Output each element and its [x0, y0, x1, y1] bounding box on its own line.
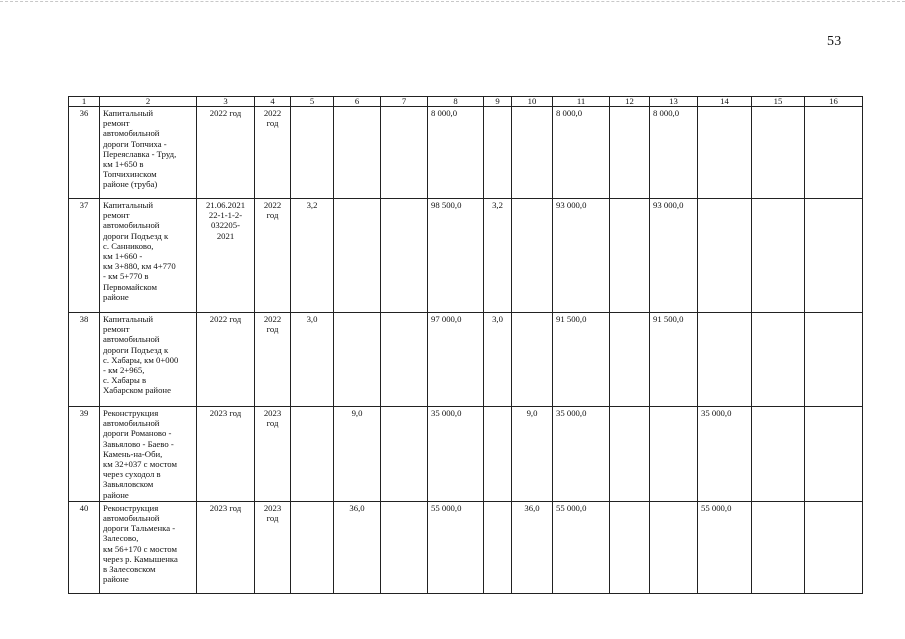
col-header: 9	[484, 97, 512, 107]
col-header: 5	[291, 97, 334, 107]
cell-7	[381, 407, 428, 502]
row-number: 36	[69, 107, 100, 199]
cell-5: 3,2	[291, 199, 334, 313]
cell-12	[610, 501, 650, 593]
document-cell: 2022 год	[197, 107, 255, 199]
cell-10	[512, 313, 553, 407]
cell-13: 8 000,0	[650, 107, 698, 199]
cell-13	[650, 407, 698, 502]
document-cell: 2022 год	[197, 313, 255, 407]
year-cell: 2022 год	[255, 313, 291, 407]
table-row	[69, 313, 863, 407]
object-name: Капитальный ремонт автомобильной дороги Подъезд к с. Санниково, км 1+660 - км 3+880, км 4+770 - км 5+770 в Первомайском районе	[100, 199, 197, 313]
cell-15	[752, 313, 805, 407]
col-header: 1	[69, 97, 100, 107]
col-header: 15	[752, 97, 805, 107]
cell-9	[484, 501, 512, 593]
cell-16	[805, 501, 863, 593]
object-name: Капитальный ремонт автомобильной дороги Топчиха - Переяславка - Труд, км 1+650 в Топчихинском районе (труба)	[100, 107, 197, 199]
cell-14	[698, 107, 752, 199]
row-number: 40	[69, 501, 100, 593]
year-cell: 2022 год	[255, 199, 291, 313]
col-header: 16	[805, 97, 863, 107]
col-header: 2	[100, 97, 197, 107]
cell-14	[698, 199, 752, 313]
cell-14: 35 000,0	[698, 407, 752, 502]
cell-11: 93 000,0	[553, 199, 610, 313]
cell-15	[752, 501, 805, 593]
cell-7	[381, 199, 428, 313]
column-number-row	[69, 97, 863, 107]
cell-8: 8 000,0	[428, 107, 484, 199]
col-header: 6	[334, 97, 381, 107]
cell-13	[650, 501, 698, 593]
table-row	[69, 107, 863, 199]
cell-11: 55 000,0	[553, 501, 610, 593]
document-cell: 21.06.2021 22-1-1-2- 032205- 2021	[197, 199, 255, 313]
row-number: 39	[69, 407, 100, 502]
cell-9	[484, 407, 512, 502]
cell-11: 35 000,0	[553, 407, 610, 502]
cell-5: 3,0	[291, 313, 334, 407]
cell-7	[381, 107, 428, 199]
cell-14: 55 000,0	[698, 501, 752, 593]
col-header: 12	[610, 97, 650, 107]
cell-5	[291, 107, 334, 199]
cell-8: 35 000,0	[428, 407, 484, 502]
cell-6: 36,0	[334, 501, 381, 593]
cell-9: 3,0	[484, 313, 512, 407]
cell-15	[752, 199, 805, 313]
cell-15	[752, 407, 805, 502]
cell-7	[381, 313, 428, 407]
cell-6: 9,0	[334, 407, 381, 502]
cell-12	[610, 199, 650, 313]
col-header: 13	[650, 97, 698, 107]
year-cell: 2022 год	[255, 107, 291, 199]
cell-11: 91 500,0	[553, 313, 610, 407]
object-name: Реконструкция автомобильной дороги Тальменка - Залесово, км 56+170 с мостом через р. Камышенка в Залесовском районе	[100, 501, 197, 593]
year-cell: 2023 год	[255, 501, 291, 593]
cell-13: 91 500,0	[650, 313, 698, 407]
cell-10	[512, 199, 553, 313]
cell-7	[381, 501, 428, 593]
cell-9	[484, 107, 512, 199]
year-cell: 2023 год	[255, 407, 291, 502]
cell-8: 55 000,0	[428, 501, 484, 593]
cell-16	[805, 107, 863, 199]
col-header: 3	[197, 97, 255, 107]
object-name: Реконструкция автомобильной дороги Романово - Завьялово - Баево - Камень-на-Оби, км 32+037 с мостом через суходол в Завьяловском районе	[100, 407, 197, 502]
document-cell: 2023 год	[197, 501, 255, 593]
cell-14	[698, 313, 752, 407]
road-works-table	[68, 96, 863, 594]
object-name: Капитальный ремонт автомобильной дороги Подъезд к с. Хабары, км 0+000 - км 2+965, с. Хабары в Хабарском районе	[100, 313, 197, 407]
cell-6	[334, 199, 381, 313]
cell-8: 97 000,0	[428, 313, 484, 407]
row-number: 37	[69, 199, 100, 313]
cell-12	[610, 407, 650, 502]
cell-13: 93 000,0	[650, 199, 698, 313]
cell-5	[291, 501, 334, 593]
cell-10	[512, 107, 553, 199]
cell-8: 98 500,0	[428, 199, 484, 313]
cell-11: 8 000,0	[553, 107, 610, 199]
col-header: 14	[698, 97, 752, 107]
cell-9: 3,2	[484, 199, 512, 313]
cell-12	[610, 313, 650, 407]
document-cell: 2023 год	[197, 407, 255, 502]
cell-10: 9,0	[512, 407, 553, 502]
cell-6	[334, 107, 381, 199]
scan-top-edge	[0, 1, 905, 2]
table-row	[69, 407, 863, 502]
cell-16	[805, 199, 863, 313]
table-row	[69, 199, 863, 313]
col-header: 11	[553, 97, 610, 107]
row-number: 38	[69, 313, 100, 407]
cell-16	[805, 313, 863, 407]
col-header: 8	[428, 97, 484, 107]
cell-10: 36,0	[512, 501, 553, 593]
cell-6	[334, 313, 381, 407]
cell-5	[291, 407, 334, 502]
page-number: 53	[827, 34, 842, 49]
cell-12	[610, 107, 650, 199]
cell-16	[805, 407, 863, 502]
table-row	[69, 501, 863, 593]
col-header: 7	[381, 97, 428, 107]
col-header: 10	[512, 97, 553, 107]
cell-15	[752, 107, 805, 199]
col-header: 4	[255, 97, 291, 107]
